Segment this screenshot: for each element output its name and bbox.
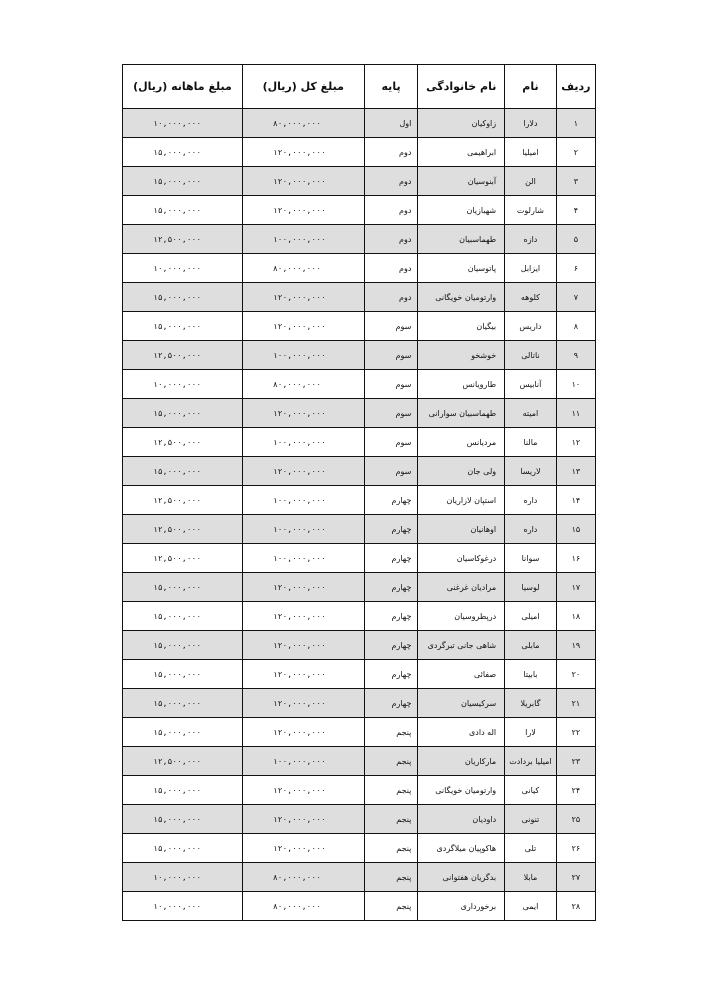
monthly-amount-cell: ۱۵,۰۰۰,۰۰۰ [123, 602, 243, 631]
monthly-amount-cell: ۱۵,۰۰۰,۰۰۰ [123, 573, 243, 602]
level-cell: اول [364, 109, 418, 138]
level-cell: چهارم [364, 631, 418, 660]
total-amount-cell: ۱۲۰,۰۰۰,۰۰۰ [242, 834, 364, 863]
level-cell: پنجم [364, 776, 418, 805]
family-name-cell: شهبازیان [418, 196, 505, 225]
row-index-cell: ۲۵ [556, 805, 595, 834]
total-amount-cell: ۱۰۰,۰۰۰,۰۰۰ [242, 341, 364, 370]
family-name-cell: صفائی [418, 660, 505, 689]
family-name-cell: مارکاریان [418, 747, 505, 776]
table-row [123, 428, 596, 457]
first-name-cell: بابیتا [505, 660, 557, 689]
monthly-amount-cell: ۱۵,۰۰۰,۰۰۰ [123, 457, 243, 486]
total-amount-cell: ۱۲۰,۰۰۰,۰۰۰ [242, 138, 364, 167]
total-amount-cell: ۱۲۰,۰۰۰,۰۰۰ [242, 631, 364, 660]
monthly-amount-cell: ۱۵,۰۰۰,۰۰۰ [123, 718, 243, 747]
monthly-amount-cell: ۱۵,۰۰۰,۰۰۰ [123, 167, 243, 196]
total-amount-cell: ۱۰۰,۰۰۰,۰۰۰ [242, 544, 364, 573]
monthly-amount-cell: ۱۵,۰۰۰,۰۰۰ [123, 399, 243, 428]
family-name-cell: اله دادی [418, 718, 505, 747]
header-index: ردیف [556, 65, 595, 109]
row-index-cell: ۲۱ [556, 689, 595, 718]
family-name-cell: زاوکیان [418, 109, 505, 138]
table-row [123, 747, 596, 776]
level-cell: دوم [364, 138, 418, 167]
level-cell: دوم [364, 283, 418, 312]
row-index-cell: ۵ [556, 225, 595, 254]
first-name-cell: آنابیس [505, 370, 557, 399]
row-index-cell: ۲۷ [556, 863, 595, 892]
monthly-amount-cell: ۱۰,۰۰۰,۰۰۰ [123, 254, 243, 283]
header-monthly: مبلغ ماهانه (ریال) [123, 65, 243, 109]
row-index-cell: ۱۸ [556, 602, 595, 631]
tuition-table [122, 64, 596, 921]
level-cell: دوم [364, 254, 418, 283]
row-index-cell: ۳ [556, 167, 595, 196]
row-index-cell: ۲۶ [556, 834, 595, 863]
monthly-amount-cell: ۱۰,۰۰۰,۰۰۰ [123, 370, 243, 399]
first-name-cell: داریس [505, 312, 557, 341]
total-amount-cell: ۱۲۰,۰۰۰,۰۰۰ [242, 718, 364, 747]
level-cell: پنجم [364, 747, 418, 776]
family-name-cell: آبنوسیان [418, 167, 505, 196]
table-row [123, 660, 596, 689]
first-name-cell: الن [505, 167, 557, 196]
first-name-cell: کیانی [505, 776, 557, 805]
table-row [123, 254, 596, 283]
monthly-amount-cell: ۱۵,۰۰۰,۰۰۰ [123, 834, 243, 863]
level-cell: دوم [364, 196, 418, 225]
row-index-cell: ۱ [556, 109, 595, 138]
table-row [123, 486, 596, 515]
first-name-cell: ناتالی [505, 341, 557, 370]
monthly-amount-cell: ۱۲,۵۰۰,۰۰۰ [123, 747, 243, 776]
family-name-cell: طهماسبیان سوارانی [418, 399, 505, 428]
total-amount-cell: ۸۰,۰۰۰,۰۰۰ [242, 109, 364, 138]
first-name-cell: امیلیا بردادت [505, 747, 557, 776]
row-index-cell: ۱۰ [556, 370, 595, 399]
family-name-cell: وارتومیان خویگانی [418, 283, 505, 312]
first-name-cell: داره [505, 486, 557, 515]
first-name-cell: امیلیا [505, 138, 557, 167]
family-name-cell: مردیانس [418, 428, 505, 457]
level-cell: سوم [364, 370, 418, 399]
table-row [123, 515, 596, 544]
monthly-amount-cell: ۱۲,۵۰۰,۰۰۰ [123, 486, 243, 515]
monthly-amount-cell: ۱۰,۰۰۰,۰۰۰ [123, 892, 243, 921]
family-name-cell: داودیان [418, 805, 505, 834]
total-amount-cell: ۱۲۰,۰۰۰,۰۰۰ [242, 196, 364, 225]
first-name-cell: داره [505, 515, 557, 544]
header-level: پایه [364, 65, 418, 109]
level-cell: چهارم [364, 602, 418, 631]
table-row [123, 196, 596, 225]
table-row [123, 805, 596, 834]
total-amount-cell: ۱۲۰,۰۰۰,۰۰۰ [242, 457, 364, 486]
total-amount-cell: ۱۲۰,۰۰۰,۰۰۰ [242, 689, 364, 718]
header-family: نام خانوادگی [418, 65, 505, 109]
first-name-cell: مابلی [505, 631, 557, 660]
family-name-cell: پاتوسیان [418, 254, 505, 283]
monthly-amount-cell: ۱۵,۰۰۰,۰۰۰ [123, 805, 243, 834]
total-amount-cell: ۱۰۰,۰۰۰,۰۰۰ [242, 428, 364, 457]
first-name-cell: لوسیا [505, 573, 557, 602]
header-total: مبلغ کل (ریال) [242, 65, 364, 109]
total-amount-cell: ۱۲۰,۰۰۰,۰۰۰ [242, 805, 364, 834]
row-index-cell: ۲۳ [556, 747, 595, 776]
monthly-amount-cell: ۱۲,۵۰۰,۰۰۰ [123, 341, 243, 370]
table-row [123, 689, 596, 718]
total-amount-cell: ۱۲۰,۰۰۰,۰۰۰ [242, 167, 364, 196]
first-name-cell: مالنا [505, 428, 557, 457]
table-row [123, 834, 596, 863]
level-cell: سوم [364, 399, 418, 428]
family-name-cell: طهماسبیان [418, 225, 505, 254]
row-index-cell: ۲۴ [556, 776, 595, 805]
table-row [123, 341, 596, 370]
table-row [123, 109, 596, 138]
total-amount-cell: ۸۰,۰۰۰,۰۰۰ [242, 892, 364, 921]
row-index-cell: ۴ [556, 196, 595, 225]
table-row [123, 138, 596, 167]
table-row [123, 399, 596, 428]
table-body [123, 109, 596, 921]
first-name-cell: تنونی [505, 805, 557, 834]
monthly-amount-cell: ۱۵,۰۰۰,۰۰۰ [123, 660, 243, 689]
monthly-amount-cell: ۱۵,۰۰۰,۰۰۰ [123, 138, 243, 167]
total-amount-cell: ۱۲۰,۰۰۰,۰۰۰ [242, 573, 364, 602]
row-index-cell: ۲۸ [556, 892, 595, 921]
table-row [123, 631, 596, 660]
family-name-cell: مرادیان غرغنی [418, 573, 505, 602]
header-row [123, 65, 596, 109]
family-name-cell: شاهی جانی تبرگردی [418, 631, 505, 660]
total-amount-cell: ۱۰۰,۰۰۰,۰۰۰ [242, 486, 364, 515]
level-cell: چهارم [364, 660, 418, 689]
family-name-cell: طارویانس [418, 370, 505, 399]
total-amount-cell: ۱۰۰,۰۰۰,۰۰۰ [242, 225, 364, 254]
row-index-cell: ۶ [556, 254, 595, 283]
level-cell: سوم [364, 457, 418, 486]
level-cell: پنجم [364, 718, 418, 747]
family-name-cell: ابراهیمی [418, 138, 505, 167]
level-cell: چهارم [364, 515, 418, 544]
table-row [123, 167, 596, 196]
family-name-cell: برخورداری [418, 892, 505, 921]
first-name-cell: دلارا [505, 109, 557, 138]
row-index-cell: ۱۵ [556, 515, 595, 544]
total-amount-cell: ۸۰,۰۰۰,۰۰۰ [242, 863, 364, 892]
monthly-amount-cell: ۱۵,۰۰۰,۰۰۰ [123, 776, 243, 805]
header-name: نام [505, 65, 557, 109]
row-index-cell: ۱۹ [556, 631, 595, 660]
family-name-cell: سرکیسیان [418, 689, 505, 718]
family-name-cell: بدگریان هفتوانی [418, 863, 505, 892]
total-amount-cell: ۱۲۰,۰۰۰,۰۰۰ [242, 399, 364, 428]
row-index-cell: ۹ [556, 341, 595, 370]
first-name-cell: تلی [505, 834, 557, 863]
monthly-amount-cell: ۱۲,۵۰۰,۰۰۰ [123, 225, 243, 254]
row-index-cell: ۸ [556, 312, 595, 341]
monthly-amount-cell: ۱۵,۰۰۰,۰۰۰ [123, 631, 243, 660]
table-row [123, 863, 596, 892]
table-header [123, 65, 596, 109]
row-index-cell: ۱۳ [556, 457, 595, 486]
first-name-cell: سوانا [505, 544, 557, 573]
first-name-cell: مابلا [505, 863, 557, 892]
family-name-cell: درغوکاسیان [418, 544, 505, 573]
level-cell: چهارم [364, 544, 418, 573]
total-amount-cell: ۱۲۰,۰۰۰,۰۰۰ [242, 776, 364, 805]
family-name-cell: بیگیان [418, 312, 505, 341]
row-index-cell: ۱۶ [556, 544, 595, 573]
table-row [123, 225, 596, 254]
level-cell: دوم [364, 167, 418, 196]
level-cell: پنجم [364, 892, 418, 921]
table-row [123, 776, 596, 805]
table-row [123, 457, 596, 486]
monthly-amount-cell: ۱۵,۰۰۰,۰۰۰ [123, 689, 243, 718]
family-name-cell: اوهانیان [418, 515, 505, 544]
total-amount-cell: ۸۰,۰۰۰,۰۰۰ [242, 254, 364, 283]
level-cell: سوم [364, 341, 418, 370]
table-row [123, 602, 596, 631]
family-name-cell: درپطروسیان [418, 602, 505, 631]
first-name-cell: گابریلا [505, 689, 557, 718]
first-name-cell: لاریسا [505, 457, 557, 486]
family-name-cell: هاکوپیان میلاگردی [418, 834, 505, 863]
family-name-cell: ولی جان [418, 457, 505, 486]
level-cell: پنجم [364, 834, 418, 863]
total-amount-cell: ۱۲۰,۰۰۰,۰۰۰ [242, 312, 364, 341]
family-name-cell: استپان لازاریان [418, 486, 505, 515]
level-cell: سوم [364, 428, 418, 457]
level-cell: چهارم [364, 689, 418, 718]
first-name-cell: لارا [505, 718, 557, 747]
level-cell: پنجم [364, 863, 418, 892]
first-name-cell: دازه [505, 225, 557, 254]
monthly-amount-cell: ۱۲,۵۰۰,۰۰۰ [123, 544, 243, 573]
level-cell: پنجم [364, 805, 418, 834]
row-index-cell: ۱۲ [556, 428, 595, 457]
first-name-cell: کلوهه [505, 283, 557, 312]
row-index-cell: ۱۱ [556, 399, 595, 428]
row-index-cell: ۲۰ [556, 660, 595, 689]
row-index-cell: ۱۴ [556, 486, 595, 515]
first-name-cell: امیته [505, 399, 557, 428]
monthly-amount-cell: ۱۰,۰۰۰,۰۰۰ [123, 109, 243, 138]
table-row [123, 573, 596, 602]
total-amount-cell: ۱۲۰,۰۰۰,۰۰۰ [242, 602, 364, 631]
family-name-cell: خوشخو [418, 341, 505, 370]
total-amount-cell: ۱۲۰,۰۰۰,۰۰۰ [242, 283, 364, 312]
row-index-cell: ۷ [556, 283, 595, 312]
level-cell: چهارم [364, 486, 418, 515]
monthly-amount-cell: ۱۰,۰۰۰,۰۰۰ [123, 863, 243, 892]
table-row [123, 718, 596, 747]
row-index-cell: ۲ [556, 138, 595, 167]
total-amount-cell: ۱۰۰,۰۰۰,۰۰۰ [242, 515, 364, 544]
first-name-cell: ایزابل [505, 254, 557, 283]
total-amount-cell: ۱۲۰,۰۰۰,۰۰۰ [242, 660, 364, 689]
level-cell: سوم [364, 312, 418, 341]
monthly-amount-cell: ۱۲,۵۰۰,۰۰۰ [123, 515, 243, 544]
total-amount-cell: ۸۰,۰۰۰,۰۰۰ [242, 370, 364, 399]
row-index-cell: ۱۷ [556, 573, 595, 602]
level-cell: دوم [364, 225, 418, 254]
first-name-cell: ایمی [505, 892, 557, 921]
total-amount-cell: ۱۰۰,۰۰۰,۰۰۰ [242, 747, 364, 776]
first-name-cell: امیلی [505, 602, 557, 631]
monthly-amount-cell: ۱۵,۰۰۰,۰۰۰ [123, 312, 243, 341]
first-name-cell: شارلوت [505, 196, 557, 225]
monthly-amount-cell: ۱۲,۵۰۰,۰۰۰ [123, 428, 243, 457]
monthly-amount-cell: ۱۵,۰۰۰,۰۰۰ [123, 196, 243, 225]
family-name-cell: وارتومیان خویگانی [418, 776, 505, 805]
table-row [123, 892, 596, 921]
table-row [123, 283, 596, 312]
table-row [123, 312, 596, 341]
monthly-amount-cell: ۱۵,۰۰۰,۰۰۰ [123, 283, 243, 312]
level-cell: چهارم [364, 573, 418, 602]
row-index-cell: ۲۲ [556, 718, 595, 747]
table-row [123, 370, 596, 399]
table-row [123, 544, 596, 573]
